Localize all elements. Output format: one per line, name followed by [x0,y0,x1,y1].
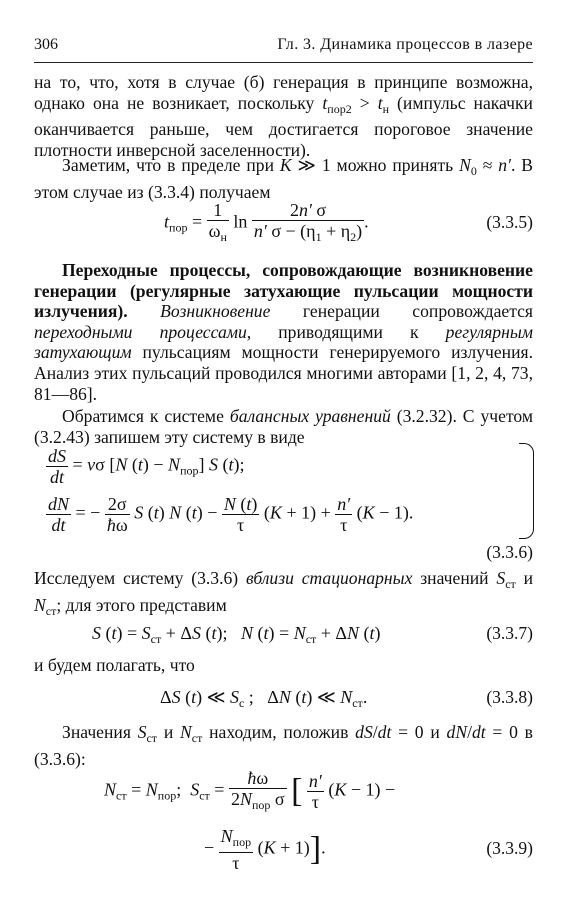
equation-number-3-3-5: (3.3.5) [486,212,533,232]
header-rule [34,62,533,63]
system-brace [519,443,534,539]
equation-3-3-9-line1: $N_{ст} = N_{пор}$; $S_{ст}$ = $\frac{ħ\omega}{2N_{пор} \sigma}$ [ $\frac{n'}{\tau}$ (K − 1) − [104,768,396,812]
page-number: 306 [34,36,58,53]
equation-3-3-9-line2: − $\frac{N_{пор}}{\tau}$ (K + 1)]. [204,826,326,873]
equation-number-3-3-8: (3.3.8) [486,687,533,707]
equation-3-3-5: $t_{пор}$ = $\frac{1}{\omega_н}$ ln $\frac{2n' \sigma}{n' \sigma - (\eta_1 + \eta_2)}$ . [164,200,369,244]
paragraph-continuation: на то, что, хотя в случае (б) генерация в принципе возможна, однако она не возникает, поскольку $t_{пор2} > t_н$ (импульс накачки оканчивается раньше, чем достигается пороговое значение плотности инверсной заселенности). [34,72,533,160]
equation-3-3-6-line2: $\frac{dN}{dt}$ = − $\frac{2\sigma}{ħ\omega}$ S (t) N (t) − $\frac{N (t)}{\tau}$ (K + 1) + $\frac{n'}{\tau}$ (K − 1). [48,494,414,535]
equation-3-3-8: ΔS (t) ≪ $S_с$ ; ΔN (t) ≪ $N_{ст}$. [160,687,368,710]
equation-3-3-6-line1: $\frac{dS}{dt}$ = vσ [N $(t) - N_{пор}$] S (t); [48,446,245,487]
paragraph-stationary: Исследуем систему (3.3.6) вблизи стационарных значений $S_{ст}$ и $N_{ст}$; для этого представим [34,568,533,618]
running-title: Гл. 3. Динамика процессов в лазере [277,36,533,53]
equation-number-3-3-9: (3.3.9) [486,838,533,858]
equation-number-3-3-7: (3.3.7) [486,623,533,643]
paragraph-limit: Заметим, что в пределе при K ≫ 1 можно принять $N_0 \approx n'$. В этом случае из (3.3.4) получаем [34,155,533,202]
equation-number-3-3-6: (3.3.6) [486,542,533,562]
paragraph-assume: и будем полагать, что [34,655,195,675]
page-header [34,36,533,60]
paragraph-transients: Переходные процессы, сопровождающие возникновение генерации (регулярные затухающие пульсации мощности излучения). Возникновение генерации сопровождается переходными процессами, приводящими к регулярным затухающим пульсациям мощности генерируемого излучения. Анализ этих пульсаций проводился многими авторами [1, 2, 4, 73, 81—86]. [34,260,533,404]
equation-3-3-7: S $(t) = S_{ст} + \Delta S$ (t); N $(t) = N_{ст} + \Delta N$ (t) [92,623,381,646]
paragraph-values: Значения $S_{ст}$ и $N_{ст}$ находим, положив dS/dt = 0 и dN/dt = 0 в (3.3.6): [34,722,533,769]
paragraph-balance: Обратимся к системе балансных уравнений (3.2.32). С учетом (3.2.43) запишем эту систему в виде [34,406,534,447]
